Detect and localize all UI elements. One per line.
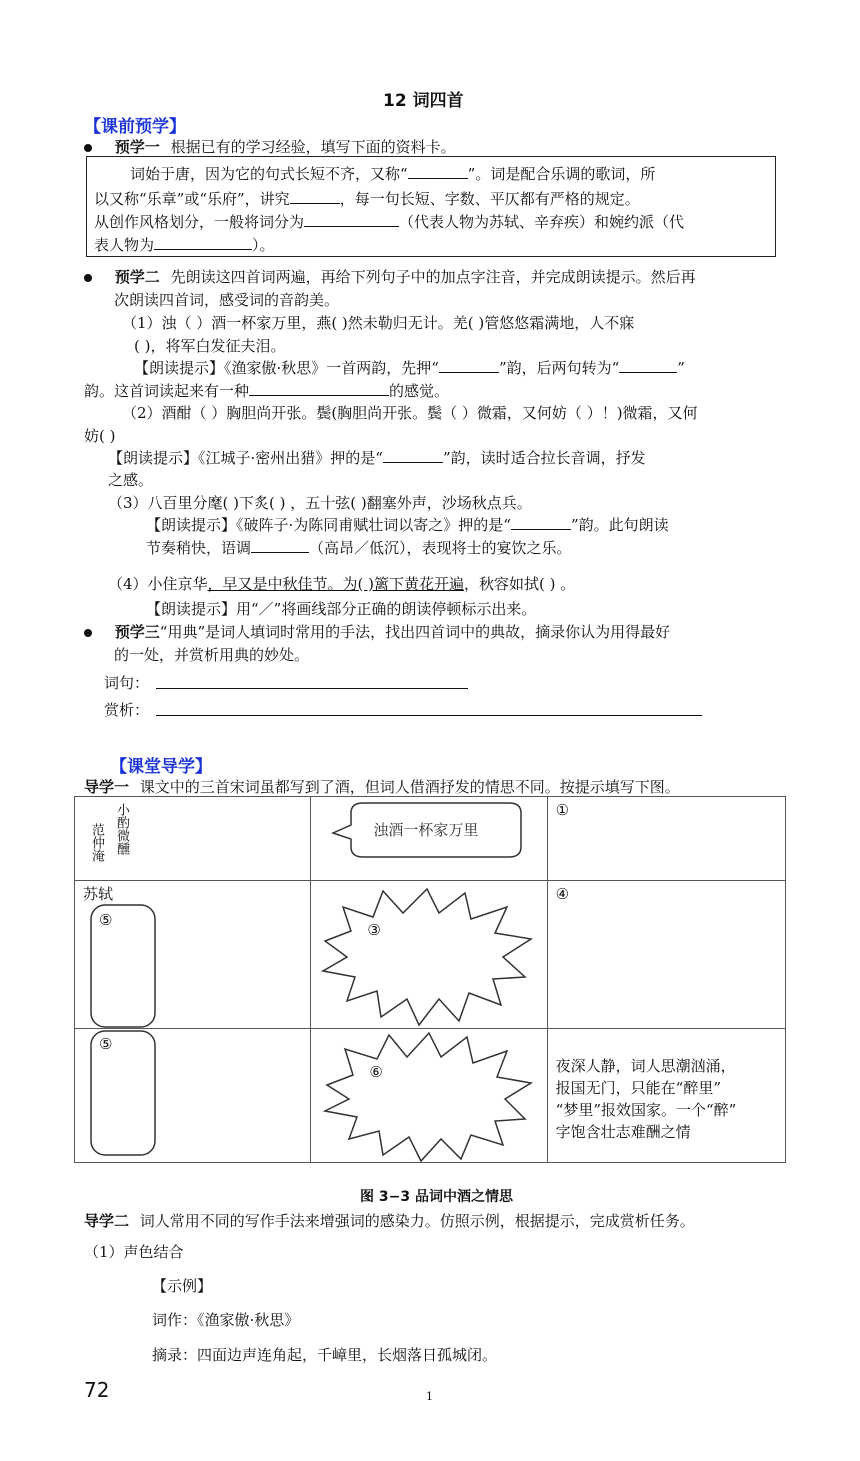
mark-4: ④ (555, 885, 570, 903)
answer-line: 夜深人静，词人思潮汹涌， (555, 1057, 736, 1075)
task2-line-1 (84, 266, 696, 287)
q4-tip: 【朗读提示】用“／”将画线部分正确的朗读停顿标示出来。 (146, 600, 537, 618)
bubble-text: 浊酒一杯家万里 (373, 821, 479, 839)
tip-text: ”韵。此句朗读 (570, 516, 669, 534)
guide2-line (84, 1210, 695, 1231)
poet-name: 范仲淹 (89, 823, 104, 862)
guide1-label: 导学一 (84, 778, 130, 796)
card-line-4 (94, 234, 275, 255)
q3-tip (146, 514, 669, 535)
mark-3: ③ (367, 921, 381, 939)
q2-tip (108, 447, 646, 468)
blank-field[interactable] (154, 234, 252, 250)
page-number: 72 (84, 1378, 110, 1402)
card-text: 表人物为 (94, 236, 155, 254)
section-heading-class: 【课堂导学】 (110, 757, 212, 777)
card-text: 词始于唐，因为它的句式长短不齐，又称“ (130, 165, 408, 183)
q4-text: （4）小住京华 (108, 575, 208, 593)
footer-small-number: 1 (426, 1390, 433, 1403)
example-work: 词作：《渔家傲·秋思》 (152, 1311, 300, 1329)
mark-5: ⑤ (99, 1035, 113, 1053)
cell-fan-zhongyan (75, 797, 311, 881)
cell-su-shi (75, 881, 311, 1029)
answer-line: 报国无门，只能在“醉里” (555, 1079, 721, 1097)
bullet-icon (84, 629, 92, 637)
bullet-icon (84, 274, 92, 282)
ci-answer-line[interactable] (156, 688, 468, 689)
mark-1: ① (555, 801, 570, 819)
card-text: 从创作风格划分，一般将词分为 (94, 213, 305, 231)
card-text: （代表人物为苏轼、辛弃疾）和婉约派（代 (399, 213, 685, 231)
blank-field[interactable] (408, 163, 468, 179)
cell-answer-example (547, 1029, 785, 1163)
card-line-2 (94, 188, 640, 209)
task2-text: 先朗读这四首词两遍，再给下列句子中的加点字注音，并完成朗读提示。然后再 (170, 268, 696, 286)
answer-line: “梦里”报效国家。一个“醉” (555, 1101, 737, 1119)
shang-label: 赏析： (104, 701, 150, 719)
burst-shape (311, 1029, 547, 1163)
task1-label: 预学一 (114, 138, 160, 156)
tip-text: ” (677, 359, 685, 377)
cell-answer-1[interactable] (547, 797, 785, 881)
figure-caption: 图 3−3 品词中酒之情思 (360, 1189, 513, 1205)
cell-answer-4[interactable] (547, 881, 785, 1029)
q2-line-1: （2）酒酣（ ）胸胆尚开张。鬓(胸胆尚开张。鬓（ ）微霜，又何妨（ ）！)微霜，又何 (122, 404, 698, 422)
task3-line-2: 的一处，并赏析用典的妙处。 (114, 646, 310, 664)
q3-tip-2 (146, 537, 572, 558)
tip-text: 节奏稍快，语调 (146, 539, 252, 557)
q2-tip-2: 之感。 (108, 471, 154, 489)
card-line-3 (94, 211, 684, 232)
example-label: 【示例】 (152, 1277, 213, 1295)
page-title: 12 词四首 (383, 91, 464, 111)
mark-6: ⑥ (369, 1063, 383, 1081)
tip-text: （高昂／低沉），表现将士的宴饮之乐。 (309, 539, 572, 557)
poet-sub: 小酌微醺 (114, 803, 129, 855)
burst-shape (311, 881, 547, 1029)
subsection-1: （1）声色结合 (84, 1243, 184, 1261)
guide1-text: 课文中的三首宋词虽都写到了酒，但词人借酒抒发的情思不同。按提示填写下图。 (139, 778, 680, 796)
section-heading-pre: 【课前预学】 (84, 117, 186, 137)
rounded-frame-shape (75, 881, 311, 1029)
task2-label: 预学二 (114, 268, 160, 286)
q1-line-2: ( )，将军白发征夫泪。 (134, 337, 286, 355)
task3-line-1 (84, 621, 670, 642)
example-answer (556, 1055, 737, 1143)
guide1-line (84, 776, 680, 797)
cell-speech-bubble (311, 797, 547, 881)
wine-feelings-table (74, 796, 786, 1163)
tip-text: 【朗读提示】《渔家傲·秋思》一首两韵，先押“ (134, 359, 439, 377)
example-excerpt: 摘录：四面边声连角起，千嶂里，长烟落日孤城闭。 (152, 1346, 498, 1364)
q3-line-1: （3）八百里分麾( )下炙( ) ，五十弦( )翻塞外声，沙场秋点兵。 (108, 494, 532, 512)
tip-text: 的感觉。 (389, 382, 450, 400)
task3-label: 预学三 (114, 623, 160, 641)
guide2-label: 导学二 (84, 1212, 130, 1230)
blank-field[interactable] (511, 514, 571, 530)
blank-field[interactable] (383, 447, 443, 463)
blank-field[interactable] (290, 188, 340, 204)
tip-text: ”韵，后两句转为“ (498, 359, 620, 377)
card-text: ）。 (252, 236, 275, 254)
tip-text: ”韵，读时适合拉长音调，抒发 (442, 449, 646, 467)
card-text: ”。词是配合乐调的歌词，所 (467, 165, 656, 183)
q1-line-1: （1）浊（ ）酒一杯家万里，燕( )然未勒归无计。羌( )管悠悠霜满地，人不寐 (122, 314, 635, 332)
cell-row3-left (75, 1029, 311, 1163)
blank-field[interactable] (619, 357, 677, 373)
poet-name: 苏轼 (83, 885, 114, 903)
cell-burst-6 (311, 1029, 547, 1163)
ci-label: 词句： (104, 674, 150, 692)
blank-field[interactable] (249, 380, 389, 396)
blank-field[interactable] (439, 357, 499, 373)
answer-line: 字饱含壮志难酬之情 (555, 1123, 691, 1141)
q1-tip-2 (84, 380, 449, 401)
q1-tip (134, 357, 685, 378)
task1-line (84, 136, 456, 157)
task3-text: “用典”是词人填词时常用的手法，找出四首词中的典故，摘录你认为用得最好 (159, 623, 671, 641)
q4-underlined-text: ，早又是中秋佳节。为( )篱下黄花开遍 (207, 575, 465, 593)
shang-answer-line[interactable] (156, 715, 702, 716)
q4-text: ，秋容如拭( ) 。 (464, 575, 576, 593)
tip-text: 【朗读提示】《破阵子·为陈同甫赋壮词以寄之》押的是“ (146, 516, 511, 534)
cell-burst-3 (311, 881, 547, 1029)
tip-text: 韵。这首词读起来有一种 (84, 382, 250, 400)
card-text: ，每一句长短、字数、平仄都有严格的规定。 (339, 190, 640, 208)
task2-line-2: 次朗读四首词，感受词的音韵美。 (114, 291, 340, 309)
q4-line-1 (108, 573, 575, 594)
task1-text: 根据已有的学习经验，填写下面的资料卡。 (170, 138, 456, 156)
guide2-text: 词人常用不同的写作手法来增强词的感染力。仿照示例，根据提示，完成赏析任务。 (139, 1212, 695, 1230)
blank-field[interactable] (251, 537, 309, 553)
bullet-icon (84, 144, 92, 152)
card-line-1 (130, 163, 655, 184)
blank-field[interactable] (304, 211, 399, 227)
q2-line-2: 妨( ) (84, 427, 116, 445)
card-text: 以又称“乐章”或“乐府”，讲究 (94, 190, 290, 208)
mark-5: ⑤ (99, 911, 113, 929)
tip-text: 【朗读提示】《江城子·密州出猎》押的是“ (108, 449, 383, 467)
